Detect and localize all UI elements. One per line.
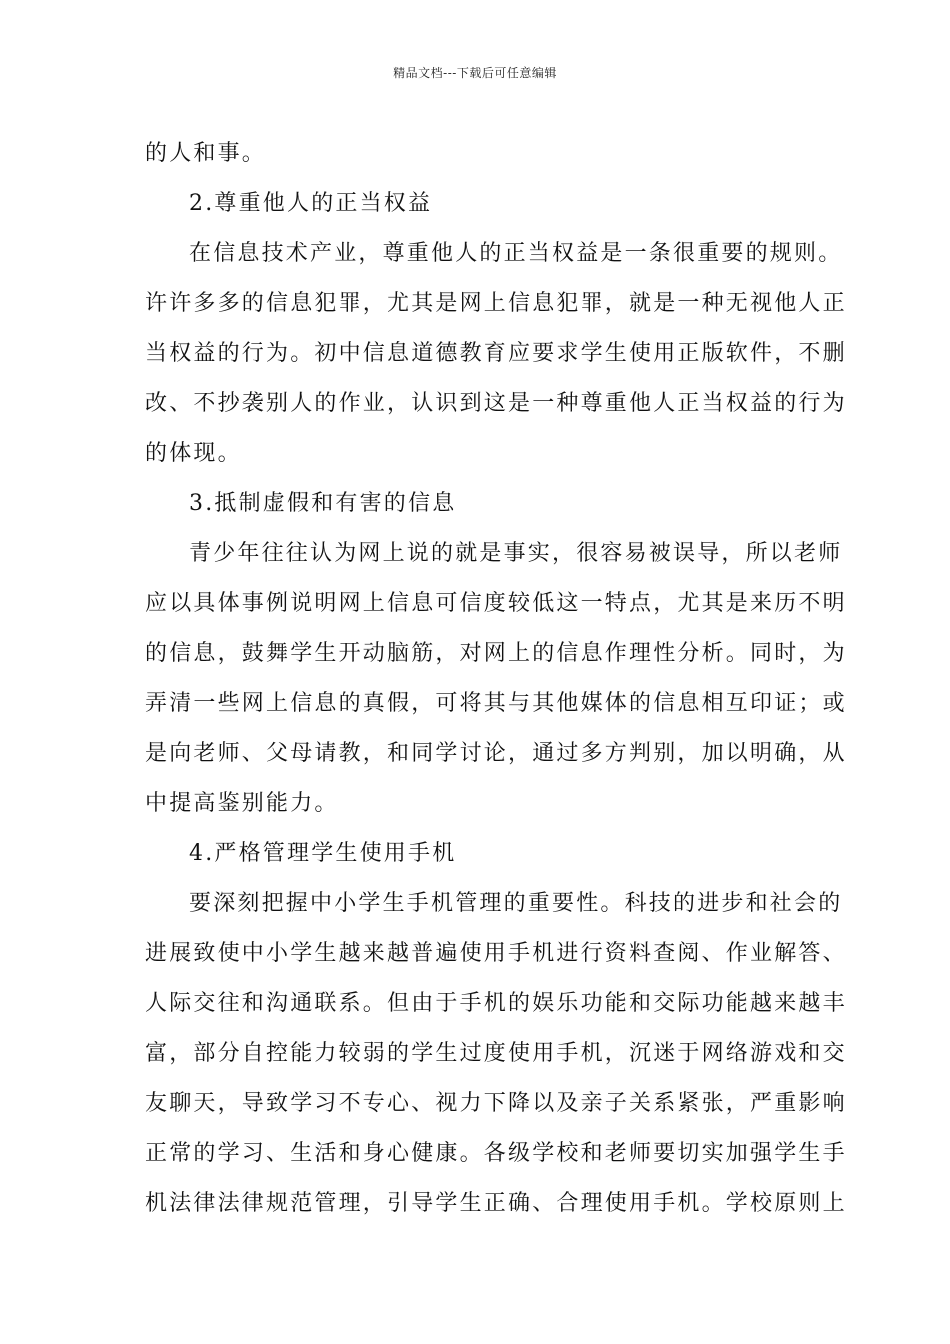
- text-line: 改、不抄袭别人的作业，认识到这是一种尊重他人正当权益的行为: [145, 391, 847, 416]
- text-line: 友聊天，导致学习不专心、视力下降以及亲子关系紧张，严重影响: [145, 1091, 847, 1116]
- text-line: 正常的学习、生活和身心健康。各级学校和老师要切实加强学生手: [145, 1141, 847, 1166]
- text-line: 富，部分自控能力较弱的学生过度使用手机，沉迷于网络游戏和交: [145, 1041, 847, 1066]
- text-line: 的信息，鼓舞学生开动脑筋，对网上的信息作理性分析。同时，为: [145, 641, 847, 666]
- text-line: 弄清一些网上信息的真假，可将其与其他媒体的信息相互印证；或: [145, 691, 847, 716]
- text-line: 应以具体事例说明网上信息可信度较低这一特点，尤其是来历不明: [145, 591, 847, 616]
- section-heading: 4.严格管理学生使用手机: [189, 841, 457, 866]
- text-line: 人际交往和沟通联系。但由于手机的娱乐功能和交际功能越来越丰: [145, 991, 847, 1016]
- text-line: 的体现。: [145, 441, 242, 466]
- text-line: 是向老师、父母请教，和同学讨论，通过多方判别，加以明确，从: [145, 741, 847, 766]
- paragraph-first-line: 要深刻把握中小学生手机管理的重要性。科技的进步和社会的: [189, 891, 843, 916]
- text-line: 的人和事。: [145, 141, 267, 166]
- text-line: 许许多多的信息犯罪，尤其是网上信息犯罪，就是一种无视他人正: [145, 291, 847, 316]
- text-line: 中提高鉴别能力。: [145, 791, 339, 816]
- section-heading: 2.尊重他人的正当权益: [189, 191, 433, 216]
- paragraph-first-line: 在信息技术产业，尊重他人的正当权益是一条很重要的规则。: [189, 241, 843, 266]
- text-line: 进展致使中小学生越来越普遍使用手机进行资料查阅、作业解答、: [145, 941, 847, 966]
- text-line: 机法律法律规范管理，引导学生正确、合理使用手机。学校原则上: [145, 1191, 847, 1216]
- section-heading: 3.抵制虚假和有害的信息: [189, 491, 457, 516]
- paragraph-first-line: 青少年往往认为网上说的就是事实，很容易被误导，所以老师: [189, 541, 843, 566]
- text-line: 当权益的行为。初中信息道德教育应要求学生使用正版软件，不删: [145, 341, 847, 366]
- document-body: [145, 129, 847, 1229]
- page-header: 精品文档---下载后可任意编辑: [393, 66, 557, 80]
